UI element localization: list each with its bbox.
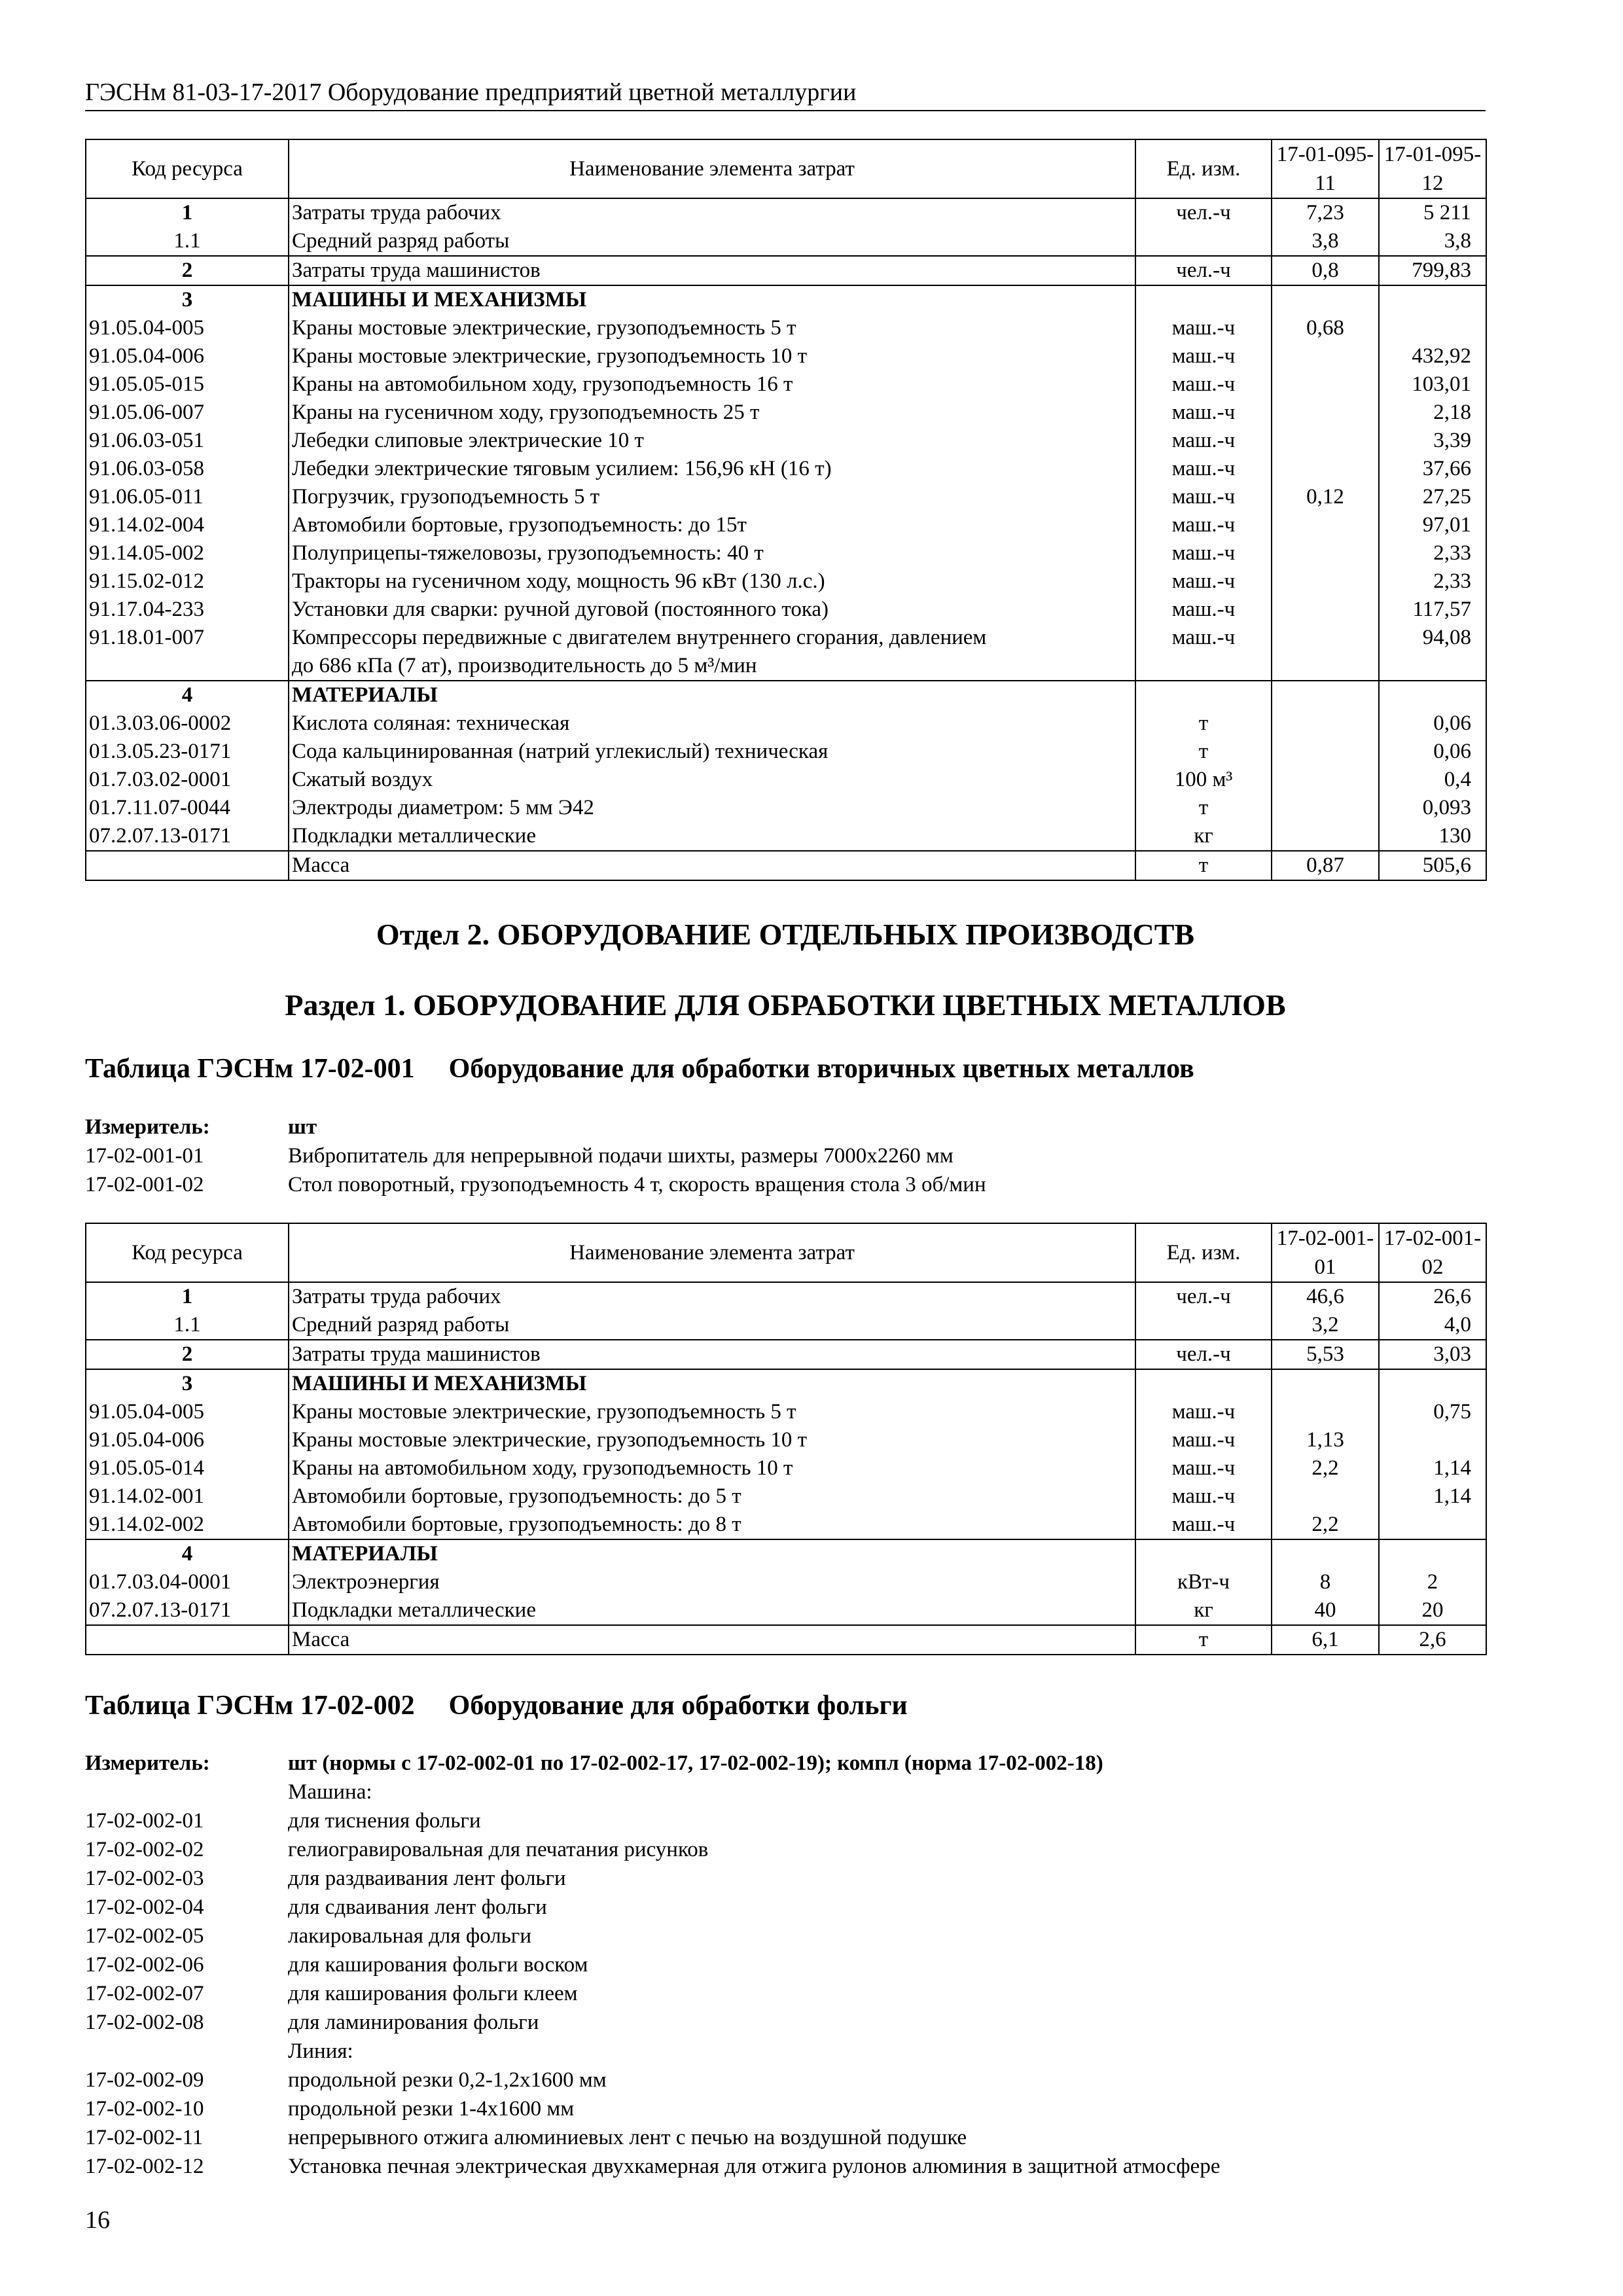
table-row: 91.06.05-011 Погрузчик, грузоподъемность 5 т маш.-ч 0,12 27,25 bbox=[86, 483, 1486, 511]
table-row: 91.14.02-002 Автомобили бортовые, грузоподъемность: до 8 т маш.-ч 2,2 bbox=[86, 1511, 1486, 1539]
table-row: 91.06.03-058 Лебедки электрические тяговым усилием: 156,96 кН (16 т) маш.-ч 37,66 bbox=[86, 455, 1486, 483]
table-row: 01.7.03.04-0001 Электроэнергия кВт-ч 8 2 bbox=[86, 1568, 1486, 1596]
table-row: 2 Затраты труда машинистов чел.-ч 5,53 3,03 bbox=[86, 1340, 1486, 1369]
list-item: 17-02-002-07 для каширования фольги клеем bbox=[85, 1982, 578, 2005]
table-row: 91.05.05-015 Краны на автомобильном ходу, грузоподъемность 16 т маш.-ч 103,01 bbox=[86, 370, 1486, 399]
list-item: 17-02-002-03 для раздваивания лент фольги bbox=[85, 1867, 566, 1890]
machine-label: Машина: bbox=[288, 1780, 372, 1804]
measure-block-17-02-001 bbox=[85, 1113, 1486, 1199]
header-col1: 17-02-001-01 bbox=[1272, 1223, 1379, 1282]
header-col2: 17-02-001-02 bbox=[1379, 1223, 1486, 1282]
table-row: 1 Затраты труда рабочих чел.-ч 7,23 5 211 bbox=[86, 198, 1486, 227]
table-title-17-02-002 bbox=[85, 1689, 1486, 1723]
division-heading: Отдел 2. ОБОРУДОВАНИЕ ОТДЕЛЬНЫХ ПРОИЗВОДСТВ bbox=[376, 918, 1195, 951]
meter-value: шт bbox=[288, 1115, 317, 1139]
header-name: Наименование элемента затрат bbox=[289, 139, 1135, 198]
table-section-row: 3 МАШИНЫ И МЕХАНИЗМЫ bbox=[86, 1369, 1486, 1398]
header-unit: Ед. изм. bbox=[1135, 139, 1272, 198]
list-item: 17-02-002-06 для каширования фольги воском bbox=[85, 1953, 588, 1977]
table-header-row bbox=[86, 139, 1486, 198]
list-item: 17-02-002-08 для ламинирования фольги bbox=[85, 2011, 539, 2034]
table-row: 91.14.02-001 Автомобили бортовые, грузоподъемность: до 5 т маш.-ч 1,14 bbox=[86, 1482, 1486, 1511]
meter-label: Измеритель: bbox=[85, 1115, 210, 1139]
running-header: ГЭСНм 81-03-17-2017 Оборудование предприятий цветной металлургии bbox=[85, 77, 1486, 111]
table-row: 91.15.02-012 Тракторы на гусеничном ходу, мощность 96 кВт (130 л.с.) маш.-ч 2,33 bbox=[86, 567, 1486, 596]
page-number: 16 bbox=[85, 2206, 110, 2234]
meter-row bbox=[85, 1749, 1486, 1778]
list-item: 17-02-002-10 продольной резки 1-4х1600 мм bbox=[85, 2097, 575, 2121]
list-item: 17-02-002-01 для тиснения фольги bbox=[85, 1809, 481, 1833]
table-row: 1.1 Средний разряд работы 3,2 4,0 bbox=[86, 1311, 1486, 1340]
meter-label: Измеритель: bbox=[85, 1751, 210, 1775]
meter-value: шт (нормы с 17-02-002-01 по 17-02-002-17, 17-02-002-19); компл (норма 17-02-002-18) bbox=[288, 1751, 1103, 1775]
header-unit: Ед. изм. bbox=[1135, 1223, 1272, 1282]
group-label-row bbox=[85, 2037, 1486, 2066]
table-mass-row: Масса т 6,1 2,6 bbox=[86, 1625, 1486, 1655]
header-col2: 17-01-095-12 bbox=[1379, 139, 1486, 198]
header-name: Наименование элемента затрат bbox=[289, 1223, 1135, 1282]
table-row: 91.05.04-005 Краны мостовые электрические, грузоподъемность 5 т маш.-ч 0,75 bbox=[86, 1398, 1486, 1426]
table-section-row: 3 МАШИНЫ И МЕХАНИЗМЫ bbox=[86, 285, 1486, 314]
table-section-row: 4 МАТЕРИАЛЫ bbox=[86, 1539, 1486, 1568]
table-row: 07.2.07.13-0171 Подкладки металлические кг 40 20 bbox=[86, 1596, 1486, 1625]
table-title-text: Оборудование для обработки вторичных цветных металлов bbox=[448, 1054, 1194, 1084]
table-mass-row: Масса т 0,87 505,6 bbox=[86, 851, 1486, 880]
table-header-row bbox=[86, 1223, 1486, 1282]
table-row: 91.05.04-006 Краны мостовые электрические, грузоподъемность 10 т маш.-ч 1,13 bbox=[86, 1426, 1486, 1454]
table-row: 91.05.06-007 Краны на гусеничном ходу, грузоподъемность 25 т маш.-ч 2,18 bbox=[86, 399, 1486, 427]
table-title-17-02-001 bbox=[85, 1052, 1486, 1086]
table-row: 91.17.04-233 Установки для сварки: ручной дуговой (постоянного тока) маш.-ч 117,57 bbox=[86, 596, 1486, 624]
table-row: 91.18.01-007 Компрессоры передвижные с двигателем внутреннего сгорания, давлением до 686 кПа (7 ат), производительность до 5 м³/мин маш.-ч 94,08 bbox=[86, 624, 1486, 681]
table-row: 2 Затраты труда машинистов чел.-ч 0,8 799,83 bbox=[86, 256, 1486, 285]
header-code: Код ресурса bbox=[86, 139, 289, 198]
resource-table-17-02-001 bbox=[85, 1223, 1487, 1655]
resource-table-17-01-095 bbox=[85, 139, 1487, 881]
meter-row bbox=[85, 1113, 1486, 1141]
table-title-code: Таблица ГЭСНм 17-02-001 bbox=[85, 1054, 415, 1084]
table-row: 07.2.07.13-0171 Подкладки металлические кг 130 bbox=[86, 822, 1486, 851]
table-row: 1 Затраты труда рабочих чел.-ч 46,6 26,6 bbox=[86, 1282, 1486, 1311]
table-title-text: Оборудование для обработки фольги bbox=[448, 1691, 908, 1721]
table-row: 01.3.03.06-0002 Кислота соляная: техническая т 0,06 bbox=[86, 709, 1486, 738]
header-col1: 17-01-095-11 bbox=[1272, 139, 1379, 198]
list-item: 17-02-001-01 Вибропитатель для непрерывной подачи шихты, размеры 7000х2260 мм bbox=[85, 1144, 954, 1168]
list-item: 17-02-002-11 непрерывного отжига алюминиевых лент с печью на воздушной подушке bbox=[85, 2126, 967, 2149]
measure-block-17-02-002 bbox=[85, 1749, 1486, 2181]
table-row: 91.14.02-004 Автомобили бортовые, грузоподъемность: до 15т маш.-ч 97,01 bbox=[86, 511, 1486, 539]
list-item: 17-02-001-02 Стол поворотный, грузоподъемность 4 т, скорость вращения стола 3 об/мин bbox=[85, 1173, 986, 1196]
list-item: 17-02-002-05 лакировальная для фольги bbox=[85, 1924, 531, 1948]
table-title-code: Таблица ГЭСНм 17-02-002 bbox=[85, 1691, 415, 1721]
table-row: 91.05.05-014 Краны на автомобильном ходу, грузоподъемность 10 т маш.-ч 2,2 1,14 bbox=[86, 1454, 1486, 1482]
list-item: 17-02-002-04 для сдваивания лент фольги bbox=[85, 1895, 547, 1919]
line-label: Линия: bbox=[288, 2039, 353, 2063]
list-item: 17-02-002-02 гелиогравировальная для печатания рисунков bbox=[85, 1838, 709, 1861]
list-item: 17-02-002-12 Установка печная электрическая двухкамерная для отжига рулонов алюминия в защитной атмосфере bbox=[85, 2155, 1221, 2178]
table-row: 91.06.03-051 Лебедки слиповые электрические 10 т маш.-ч 3,39 bbox=[86, 427, 1486, 455]
header-code: Код ресурса bbox=[86, 1223, 289, 1282]
table-row: 01.7.03.02-0001 Сжатый воздух 100 м³ 0,4 bbox=[86, 766, 1486, 794]
table-row: 1.1 Средний разряд работы 3,8 3,8 bbox=[86, 227, 1486, 256]
table-row: 91.14.05-002 Полуприцепы-тяжеловозы, грузоподъемность: 40 т маш.-ч 2,33 bbox=[86, 539, 1486, 567]
group-label-row bbox=[85, 1778, 1486, 1806]
table-section-row: 4 МАТЕРИАЛЫ bbox=[86, 681, 1486, 709]
table-row: 01.3.05.23-0171 Сода кальцинированная (натрий углекислый) техническая т 0,06 bbox=[86, 738, 1486, 766]
table-row: 01.7.11.07-0044 Электроды диаметром: 5 мм Э42 т 0,093 bbox=[86, 794, 1486, 822]
section-heading: Раздел 1. ОБОРУДОВАНИЕ ДЛЯ ОБРАБОТКИ ЦВЕТНЫХ МЕТАЛЛОВ bbox=[285, 988, 1286, 1022]
table-row: 91.05.04-005 Краны мостовые электрические, грузоподъемность 5 т маш.-ч 0,68 bbox=[86, 314, 1486, 342]
table-row: 91.05.04-006 Краны мостовые электрические, грузоподъемность 10 т маш.-ч 432,92 bbox=[86, 342, 1486, 370]
list-item: 17-02-002-09 продольной резки 0,2-1,2х1600 мм bbox=[85, 2068, 607, 2092]
